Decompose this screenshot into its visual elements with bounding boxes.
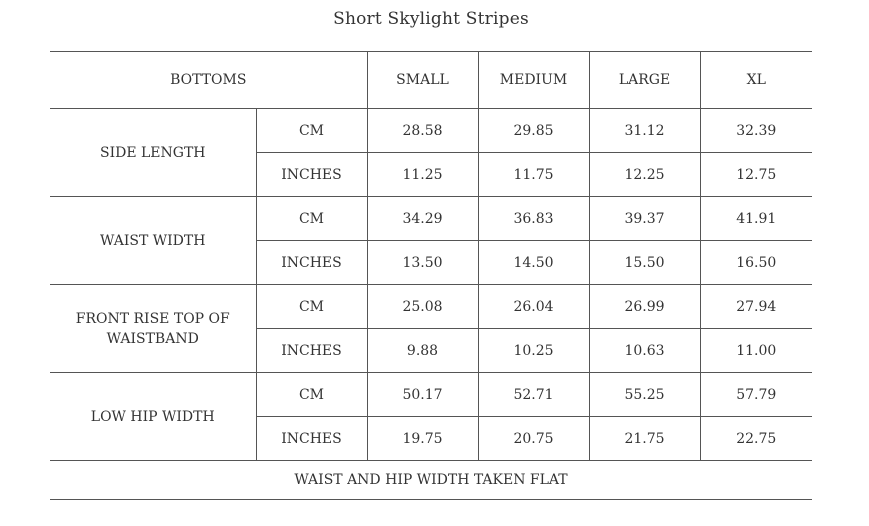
unit-cell: INCHES	[256, 417, 367, 461]
size-header-xl: XL	[700, 52, 812, 109]
value-cell: 12.25	[589, 153, 700, 197]
table-row	[50, 373, 812, 417]
value-cell: 27.94	[700, 285, 812, 329]
value-cell: 29.85	[478, 109, 589, 153]
value-cell: 28.58	[367, 109, 478, 153]
value-cell: 12.75	[700, 153, 812, 197]
value-cell: 9.88	[367, 329, 478, 373]
value-cell: 34.29	[367, 197, 478, 241]
value-cell: 55.25	[589, 373, 700, 417]
value-cell: 57.79	[700, 373, 812, 417]
value-cell: 15.50	[589, 241, 700, 285]
value-cell: 31.12	[589, 109, 700, 153]
value-cell: 52.71	[478, 373, 589, 417]
page-title: Short Skylight Stripes	[333, 9, 529, 29]
unit-cell: INCHES	[256, 153, 367, 197]
value-cell: 36.83	[478, 197, 589, 241]
size-header-small: SMALL	[367, 52, 478, 109]
value-cell: 11.00	[700, 329, 812, 373]
unit-cell: CM	[256, 373, 367, 417]
table-row	[50, 109, 812, 153]
value-cell: 39.37	[589, 197, 700, 241]
size-header-large: LARGE	[589, 52, 700, 109]
measurement-label: SIDE LENGTH	[50, 109, 256, 197]
measurement-label: FRONT RISE TOP OF WAISTBAND	[50, 285, 256, 373]
value-cell: 14.50	[478, 241, 589, 285]
footer-row	[50, 461, 812, 500]
value-cell: 10.63	[589, 329, 700, 373]
table-row	[50, 285, 812, 329]
size-header-medium: MEDIUM	[478, 52, 589, 109]
value-cell: 13.50	[367, 241, 478, 285]
unit-cell: INCHES	[256, 329, 367, 373]
measurement-label: WAIST WIDTH	[50, 197, 256, 285]
value-cell: 50.17	[367, 373, 478, 417]
value-cell: 16.50	[700, 241, 812, 285]
value-cell: 25.08	[367, 285, 478, 329]
value-cell: 11.75	[478, 153, 589, 197]
corner-header: BOTTOMS	[50, 52, 367, 109]
value-cell: 32.39	[700, 109, 812, 153]
value-cell: 10.25	[478, 329, 589, 373]
value-cell: 22.75	[700, 417, 812, 461]
size-chart-table	[50, 51, 812, 500]
unit-cell: CM	[256, 197, 367, 241]
value-cell: 21.75	[589, 417, 700, 461]
unit-cell: CM	[256, 285, 367, 329]
unit-cell: CM	[256, 109, 367, 153]
value-cell: 41.91	[700, 197, 812, 241]
value-cell: 11.25	[367, 153, 478, 197]
table-row	[50, 197, 812, 241]
footer-note: WAIST AND HIP WIDTH TAKEN FLAT	[50, 461, 812, 500]
value-cell: 26.99	[589, 285, 700, 329]
header-row	[50, 52, 812, 109]
value-cell: 19.75	[367, 417, 478, 461]
measurement-label: LOW HIP WIDTH	[50, 373, 256, 461]
value-cell: 20.75	[478, 417, 589, 461]
unit-cell: INCHES	[256, 241, 367, 285]
value-cell: 26.04	[478, 285, 589, 329]
